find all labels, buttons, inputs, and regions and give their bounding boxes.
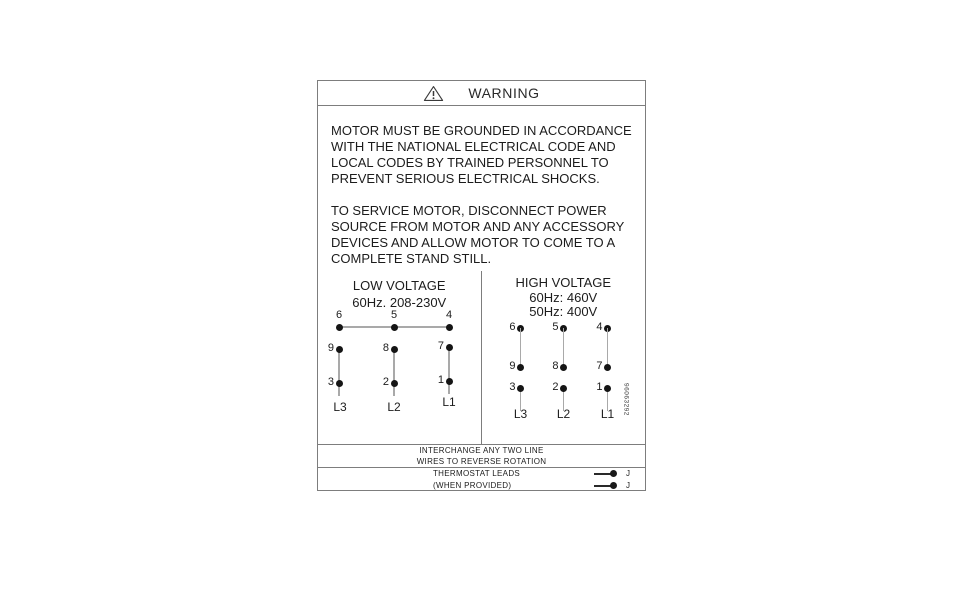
warning-paragraph1-line2: WITH THE NATIONAL ELECTRICAL CODE AND xyxy=(331,139,616,154)
connector-9-3-L3 xyxy=(338,349,340,396)
line-label-L1: L1 xyxy=(442,395,456,409)
terminal-number-6: 6 xyxy=(509,321,516,333)
thermostat-leads-row xyxy=(318,467,645,491)
terminal-number-7: 7 xyxy=(596,360,603,372)
terminal-number-1: 1 xyxy=(437,374,444,386)
line-label-L2: L2 xyxy=(387,400,401,414)
terminal-dot-8 xyxy=(560,364,567,371)
warning-paragraph2-line2: SOURCE FROM MOTOR AND ANY ACCESSORY xyxy=(331,219,625,234)
terminal-dot-8 xyxy=(391,346,398,353)
terminal-dot-3 xyxy=(336,380,343,387)
low-voltage-section xyxy=(318,271,482,444)
terminal-number-4: 4 xyxy=(596,321,603,333)
terminal-dot-6 xyxy=(336,324,343,331)
terminal-number-6: 6 xyxy=(335,309,343,321)
terminal-dot-2 xyxy=(560,385,567,392)
terminal-dot-1 xyxy=(604,385,611,392)
connector-4-7 xyxy=(607,328,609,367)
part-number: 96063292 xyxy=(622,383,630,416)
connector-8-2-L2 xyxy=(393,349,395,396)
high-voltage-title: HIGH VOLTAGE xyxy=(515,275,612,290)
line-label-L1: L1 xyxy=(600,407,615,421)
terminal-dot-4 xyxy=(446,324,453,331)
thermostat-lead-j-label-2: J xyxy=(626,481,630,490)
line-label-L3: L3 xyxy=(333,400,347,414)
connector-5-8 xyxy=(563,328,565,367)
thermostat-lead-dot-1 xyxy=(610,470,617,477)
high-voltage-subtitle-60hz: 60Hz: 460V xyxy=(529,290,598,305)
terminal-number-1: 1 xyxy=(596,381,603,393)
thermostat-when-provided-label: (WHEN PROVIDED) xyxy=(433,481,512,490)
terminal-dot-1 xyxy=(446,378,453,385)
warning-paragraph2-line4: COMPLETE STAND STILL. xyxy=(331,251,492,266)
terminal-number-2: 2 xyxy=(552,381,559,393)
warning-paragraph2-line1: TO SERVICE MOTOR, DISCONNECT POWER xyxy=(331,203,607,218)
terminal-number-8: 8 xyxy=(552,360,559,372)
high-voltage-section xyxy=(482,271,646,444)
connector-7-1-L1 xyxy=(448,347,450,394)
terminal-number-7: 7 xyxy=(437,340,444,352)
terminal-number-4: 4 xyxy=(445,309,453,321)
terminal-dot-2 xyxy=(391,380,398,387)
terminal-dot-9 xyxy=(517,364,524,371)
rotation-note-row xyxy=(318,444,645,467)
low-voltage-subtitle: 60Hz. 208-230V xyxy=(352,295,447,310)
warning-header xyxy=(318,81,645,106)
warning-paragraph2-line3: DEVICES AND ALLOW MOTOR TO COME TO A xyxy=(331,235,616,250)
high-voltage-subtitle-50hz: 50Hz: 400V xyxy=(529,304,598,319)
warning-body-text xyxy=(318,106,645,271)
warning-paragraph1-line3: LOCAL CODES BY TRAINED PERSONNEL TO xyxy=(331,155,609,170)
thermostat-lead-dot-2 xyxy=(610,482,617,489)
terminal-dot-7 xyxy=(604,364,611,371)
thermostat-leads-label: THERMOSTAT LEADS xyxy=(433,469,521,478)
rotation-note-line1: INTERCHANGE ANY TWO LINE xyxy=(419,446,544,455)
terminal-dot-5 xyxy=(391,324,398,331)
warning-title: WARNING xyxy=(468,85,540,101)
terminal-dot-7 xyxy=(446,344,453,351)
terminal-number-8: 8 xyxy=(382,342,389,354)
terminal-number-5: 5 xyxy=(390,309,398,321)
warning-paragraph1-line1: MOTOR MUST BE GROUNDED IN ACCORDANCE xyxy=(331,123,632,138)
thermostat-lead-j-label-1: J xyxy=(626,469,630,478)
thermostat-line2-row xyxy=(318,480,645,492)
warning-triangle-icon xyxy=(423,85,444,102)
rotation-note-line2: WIRES TO REVERSE ROTATION xyxy=(416,457,547,466)
line-label-L2: L2 xyxy=(556,407,571,421)
terminal-dot-9 xyxy=(336,346,343,353)
paragraph-gap xyxy=(331,187,639,203)
terminal-number-3: 3 xyxy=(509,381,516,393)
warning-paragraph1-line4: PREVENT SERIOUS ELECTRICAL SHOCKS. xyxy=(331,171,600,186)
line-label-L3: L3 xyxy=(513,407,528,421)
motor-warning-label xyxy=(317,80,646,491)
terminal-number-2: 2 xyxy=(382,376,389,388)
thermostat-line1-row xyxy=(318,468,645,480)
terminal-number-9: 9 xyxy=(509,360,516,372)
connector-6-9 xyxy=(520,328,522,367)
terminal-number-5: 5 xyxy=(552,321,559,333)
low-voltage-title: LOW VOLTAGE xyxy=(352,278,446,293)
terminal-dot-3 xyxy=(517,385,524,392)
terminal-number-3: 3 xyxy=(327,376,334,388)
terminal-number-9: 9 xyxy=(327,342,334,354)
voltage-diagrams-row xyxy=(318,271,645,444)
